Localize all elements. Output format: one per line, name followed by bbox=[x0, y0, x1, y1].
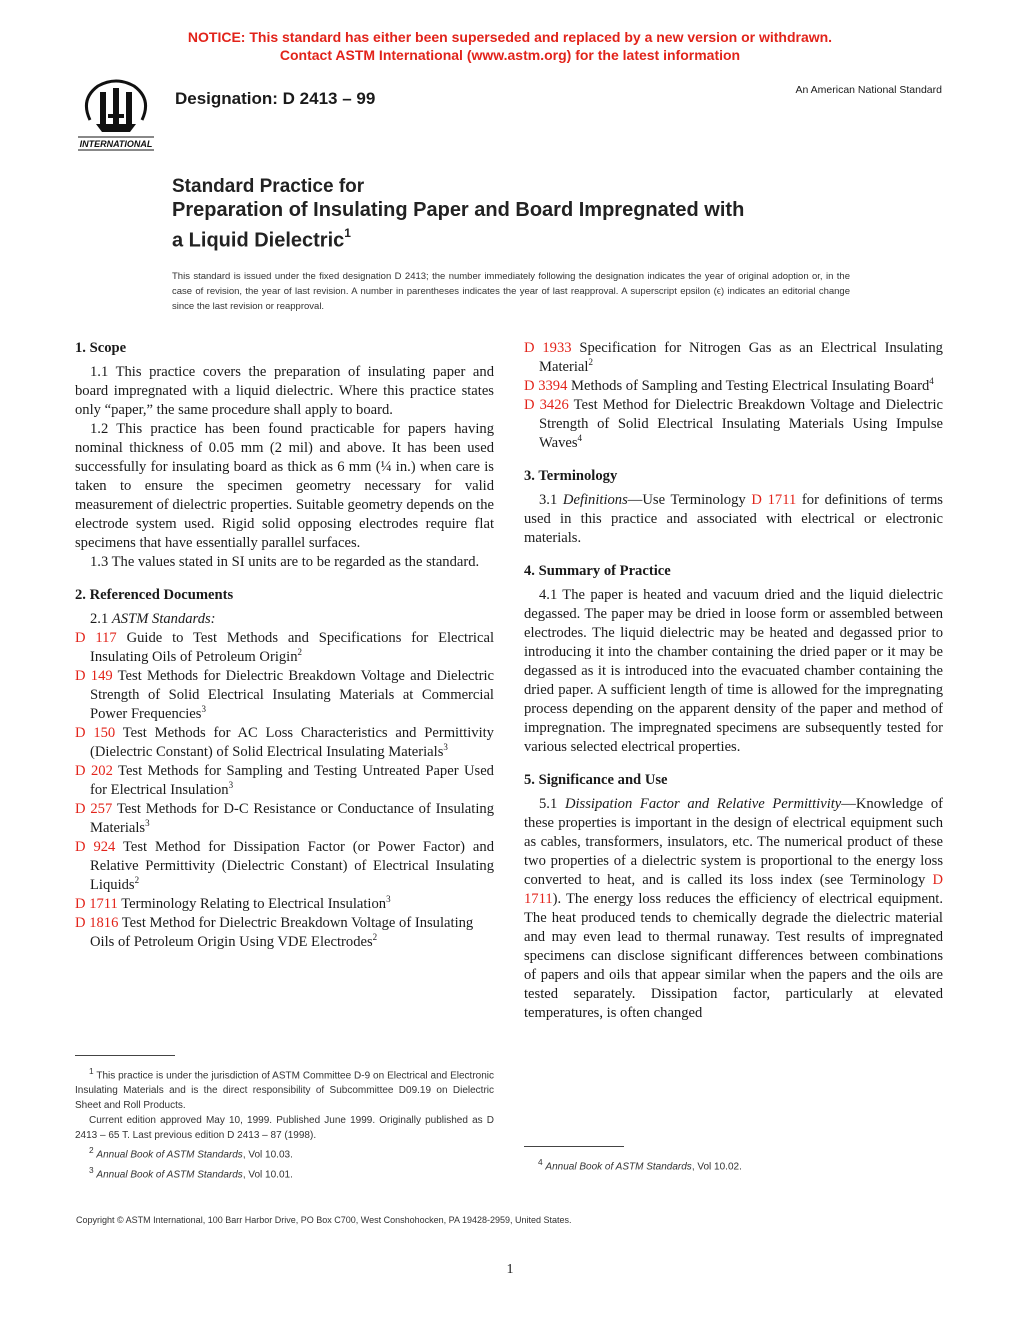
footnote-rule-right bbox=[524, 1146, 624, 1147]
ref-item bbox=[75, 800, 494, 838]
ref-item bbox=[75, 629, 494, 667]
copyright: Copyright © ASTM International, 100 Barr Harbor Drive, PO Box C700, West Conshohocken, PA 19428-2959, United States. bbox=[76, 1215, 572, 1225]
left-column bbox=[75, 339, 494, 952]
title-line-1: Standard Practice for bbox=[172, 176, 365, 197]
ref-footnote: 2 bbox=[588, 357, 593, 368]
fn4-vol: , Vol 10.02. bbox=[691, 1161, 742, 1173]
term-post: for definitions of terms used in this practice and associated with electrical or electronic materials. bbox=[524, 492, 943, 546]
term-code-link[interactable]: D 1711 bbox=[751, 492, 797, 508]
logo-text: INTERNATIONAL bbox=[79, 139, 153, 149]
ref-code-link[interactable]: D 924 bbox=[75, 839, 116, 855]
significance-heading: 5. Significance and Use bbox=[524, 772, 668, 788]
designation: Designation: D 2413 – 99 bbox=[175, 89, 376, 108]
sig-num: 5.1 bbox=[539, 796, 565, 812]
fn2-vol: , Vol 10.03. bbox=[242, 1149, 293, 1161]
intro-num: 2.1 bbox=[90, 611, 112, 627]
astm-standards-intro bbox=[75, 610, 494, 629]
ref-text: Terminology Relating to Electrical Insulation bbox=[117, 896, 387, 912]
fn2-book: Annual Book of ASTM Standards bbox=[96, 1149, 243, 1161]
ref-footnote: 2 bbox=[372, 932, 378, 943]
fn3-book: Annual Book of ASTM Standards bbox=[96, 1168, 243, 1180]
ref-item bbox=[75, 724, 494, 762]
fn4-book: Annual Book of ASTM Standards bbox=[545, 1161, 692, 1173]
footnote-1b: Current edition approved May 10, 1999. Published June 1999. Originally published as D 2413 – 65 T. Last previous edition D 2413 – 87 (1998). bbox=[75, 1115, 494, 1142]
footnote-3 bbox=[75, 1163, 494, 1182]
fn2-mark: 2 bbox=[89, 1145, 94, 1156]
ref-footnote: 2 bbox=[297, 647, 303, 658]
ref-footnote: 3 bbox=[228, 780, 234, 791]
scope-heading: 1. Scope bbox=[75, 340, 127, 356]
ref-code-link[interactable]: D 150 bbox=[75, 725, 116, 741]
ref-code-link[interactable]: D 1933 bbox=[524, 340, 572, 356]
ref-text: Specification for Nitrogen Gas as an Electrical Insulating Material bbox=[539, 340, 943, 375]
ref-text: Methods of Sampling and Testing Electrical Insulating Board bbox=[567, 378, 930, 394]
sig-label: Dissipation Factor and Relative Permittivity bbox=[564, 796, 842, 812]
title-line-3 bbox=[172, 223, 744, 254]
sig-post: ). The energy loss reduces the efficiency of electrical equipment. The heat produced tends to chemically degrade the dielectric material and may even lead to thermal runaway. Test results of impregnated specimens can disclose significant differences between combinations of papers and oils that appear similar when the papers and the oils are tested separately. Dissipation factor, particularly at elevated temperatures, is often changed bbox=[524, 891, 943, 1021]
sig-code-link[interactable]: D 1711 bbox=[524, 872, 943, 907]
title-line-2: Preparation of Insulating Paper and Board Impregnated with bbox=[172, 199, 745, 221]
ref-code-link[interactable]: D 1711 bbox=[75, 896, 118, 912]
ref-footnote: 3 bbox=[386, 894, 391, 905]
ref-item bbox=[75, 667, 494, 724]
ref-footnote: 3 bbox=[443, 742, 448, 753]
term-pre: —Use Terminology bbox=[627, 492, 752, 508]
footnotes-left bbox=[75, 1064, 494, 1182]
significance-5-1 bbox=[524, 795, 943, 1023]
document-title bbox=[172, 176, 744, 254]
ref-item bbox=[524, 377, 943, 396]
footnote-1 bbox=[75, 1064, 494, 1113]
intro-label: ASTM Standards: bbox=[111, 611, 216, 627]
ref-item bbox=[75, 838, 494, 895]
astm-logo bbox=[70, 74, 162, 152]
ref-text: Test Method for Dielectric Breakdown Voltage of Insulating Oils of Petroleum Origin Using VDE Electrodes bbox=[90, 915, 474, 950]
ref-footnote: 4 bbox=[929, 376, 934, 387]
title-line-3-text: a Liquid Dielectric bbox=[172, 229, 345, 252]
ref-footnote: 3 bbox=[145, 818, 150, 829]
term-label: Definitions bbox=[562, 492, 628, 508]
summary-4-1: 4.1 The paper is heated and vacuum dried and the liquid dielectric degassed. The paper may be dried in loose form or assembled between electrodes. The liquid dielectric may be heated and degassed prior to introducing it into the chamber containing the dried paper or it may be degassed as it is introduced into the evacuated chamber containing the dried paper. A sufficient length of time is allowed for the impregnating process depending on the apparent density of the paper and method of impregnation. The impregnated specimens are subsequently tested for various selected electrical properties. bbox=[524, 587, 943, 755]
right-column bbox=[524, 339, 943, 1023]
referenced-heading: 2. Referenced Documents bbox=[75, 587, 234, 603]
ref-item bbox=[524, 396, 943, 453]
scope-1-1: 1.1 This practice covers the preparation of insulating paper and board impregnated with a liquid dielectric. Where this practice states only “paper,” the same procedure shall apply to board. bbox=[75, 364, 494, 418]
fn4-mark: 4 bbox=[538, 1157, 543, 1167]
sig-pre: —Knowledge of these properties is important in the design of electrical equipment such as cables, transformers, insulators, etc. The numerical product of these two properties of a dielectric system is proportional to the energy loss converted to heat, and is called its loss index (see Terminology bbox=[524, 796, 943, 888]
ref-footnote: 3 bbox=[201, 704, 206, 715]
notice-line-1: NOTICE: This standard has either been superseded and replaced by a new version or withdrawn. bbox=[187, 29, 833, 45]
term-num: 3.1 bbox=[539, 492, 563, 508]
notice-line-2: Contact ASTM International (www.astm.org) for the latest information bbox=[279, 47, 741, 63]
ref-code-link[interactable]: D 3394 bbox=[524, 378, 568, 394]
terminology-3-1 bbox=[524, 491, 943, 548]
footnote-4 bbox=[524, 1155, 943, 1174]
scope-1-3: 1.3 The values stated in SI units are to be regarded as the standard. bbox=[90, 554, 480, 570]
terminology-heading: 3. Terminology bbox=[524, 468, 618, 484]
ref-footnote: 4 bbox=[577, 433, 583, 444]
ref-item bbox=[75, 895, 494, 914]
astm-logo-icon bbox=[70, 74, 162, 152]
summary-heading: 4. Summary of Practice bbox=[524, 563, 671, 579]
ref-text: Test Method for Dielectric Breakdown Voltage and Dielectric Strength of Solid Electrical Insulating Materials Using Impulse Waves bbox=[539, 397, 943, 451]
ref-item bbox=[524, 339, 943, 377]
footnotes-right bbox=[524, 1155, 943, 1174]
footnote-2 bbox=[75, 1143, 494, 1162]
ref-text: Guide to Test Methods and Specifications for Electrical Insulating Oils of Petroleum Origin bbox=[90, 630, 494, 665]
fn1-mark: 1 bbox=[89, 1066, 94, 1076]
american-national-standard: An American National Standard bbox=[795, 84, 942, 96]
ref-code-link[interactable]: D 3426 bbox=[524, 397, 569, 413]
ref-footnote: 2 bbox=[134, 875, 140, 886]
footnote-rule-left bbox=[75, 1055, 175, 1056]
ref-code-link[interactable]: D 1816 bbox=[75, 915, 119, 931]
ref-item bbox=[75, 914, 494, 952]
page-number: 1 bbox=[506, 1262, 514, 1277]
ref-text: Test Methods for AC Loss Characteristics and Permittivity (Dielectric Constant) of Solid Electrical Insulating Materials bbox=[90, 725, 494, 760]
ref-code-link[interactable]: D 117 bbox=[75, 630, 117, 646]
ref-text: Test Methods for Sampling and Testing Untreated Paper Used for Electrical Insulation bbox=[90, 763, 494, 798]
fn3-vol: , Vol 10.01. bbox=[242, 1168, 293, 1180]
fn1-text: This practice is under the jurisdiction of ASTM Committee D-9 on Electrical and Electronic Insulating Materials and is the direct responsibility of Subcommittee D09.19 on Dielectric Sheet and Roll Products. bbox=[75, 1070, 494, 1112]
supersede-notice bbox=[0, 28, 1020, 64]
title-footnote-mark: 1 bbox=[344, 226, 351, 240]
ref-text: Test Methods for D-C Resistance or Conductance of Insulating Materials bbox=[90, 801, 494, 836]
ref-item bbox=[75, 762, 494, 800]
scope-1-2: 1.2 This practice has been found practicable for papers having nominal thickness of 0.05 mm (2 mil) and above. It has been used successfully for insulating board as thick as 6 mm (¼ in.) when care is taken to ensure the specimen geometry necessary for valid measurement of dielectric properties. Suitable geometry depends on the electrode system used. Rigid solid opposing electrodes require flat specimens that have essentially parallel surfaces. bbox=[75, 421, 494, 551]
ref-code-link[interactable]: D 149 bbox=[75, 668, 113, 684]
fn3-mark: 3 bbox=[89, 1164, 94, 1175]
ref-text: Test Method for Dissipation Factor (or Power Factor) and Relative Permittivity (Dielectric Constant) of Electrical Insulating Liquids bbox=[90, 839, 494, 893]
issued-note: This standard is issued under the fixed designation D 2413; the number immediately following the designation indicates the year of original adoption or, in the case of revision, the year of last revision. A number in parentheses indicates the year of last reapproval. A superscript epsilon (ϵ) indicates an editorial change since the last revision or reapproval. bbox=[172, 271, 850, 312]
ref-text: Test Methods for Dielectric Breakdown Voltage and Dielectric Strength of Solid Electrical Insulating Materials at Commercial Power Frequencies bbox=[90, 668, 494, 722]
ref-code-link[interactable]: D 202 bbox=[75, 763, 113, 779]
ref-code-link[interactable]: D 257 bbox=[75, 801, 113, 817]
